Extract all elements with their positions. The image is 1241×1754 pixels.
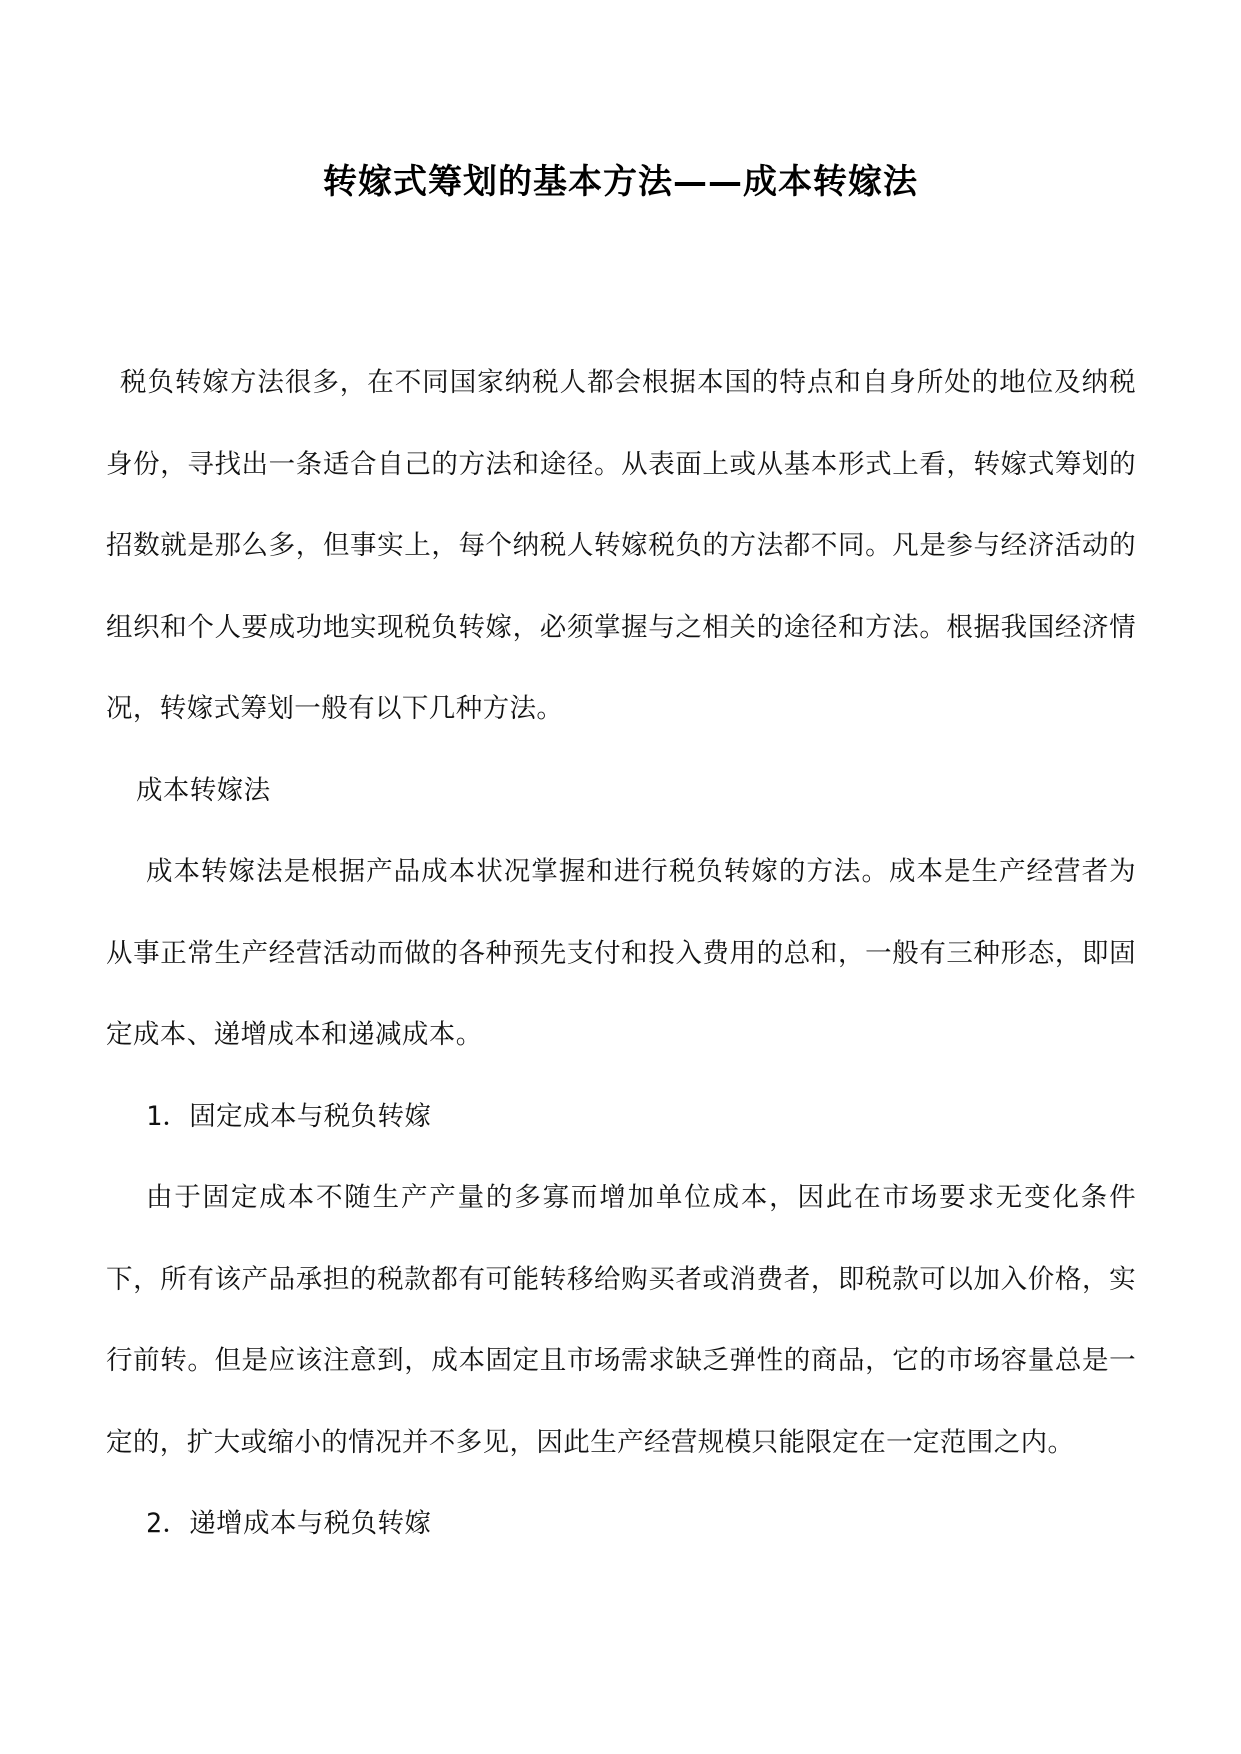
subsection-heading-2: 2．递增成本与税负转嫁	[146, 1508, 432, 1539]
subsection-heading-1: 1．固定成本与税负转嫁	[146, 1100, 432, 1132]
section-heading: 成本转嫁法	[136, 774, 271, 806]
intro-paragraph: 税负转嫁方法很多，在不同国家纳税人都会根据本国的特点和自身所处的地位及纳税身份，寻找出一条适合自己的方法和途径。从表面上或从基本形式上看，转嫁式筹划的招数就是那么多，但事实上，每个纳税人转嫁税负的方法都不同。凡是参与经济活动的组织和个人要成功地实现税负转嫁，必须掌握与之相关的途径和方法。根据我国经济情况，转嫁式筹划一般有以下几种方法。	[106, 367, 1136, 724]
fixed-cost-paragraph: 由于固定成本不随生产产量的多寡而增加单位成本，因此在市场要求无变化条件下，所有该产品承担的税款都有可能转移给购买者或消费者，即税款可以加入价格，实行前转。但是应该注意到，成本固定且市场需求缺乏弹性的商品，它的市场容量总是一定的，扩大或缩小的情况并不多见，因此生产经营规模只能限定在一定范围之内。	[106, 1182, 1136, 1458]
definition-paragraph: 成本转嫁法是根据产品成本状况掌握和进行税负转嫁的方法。成本是生产经营者为从事正常生产经营活动而做的各种预先支付和投入费用的总和，一般有三种形态，即固定成本、递增成本和递减成本。	[106, 856, 1136, 1050]
document-body	[106, 342, 1136, 1565]
document-title: 转嫁式筹划的基本方法——成本转嫁法	[323, 162, 918, 202]
